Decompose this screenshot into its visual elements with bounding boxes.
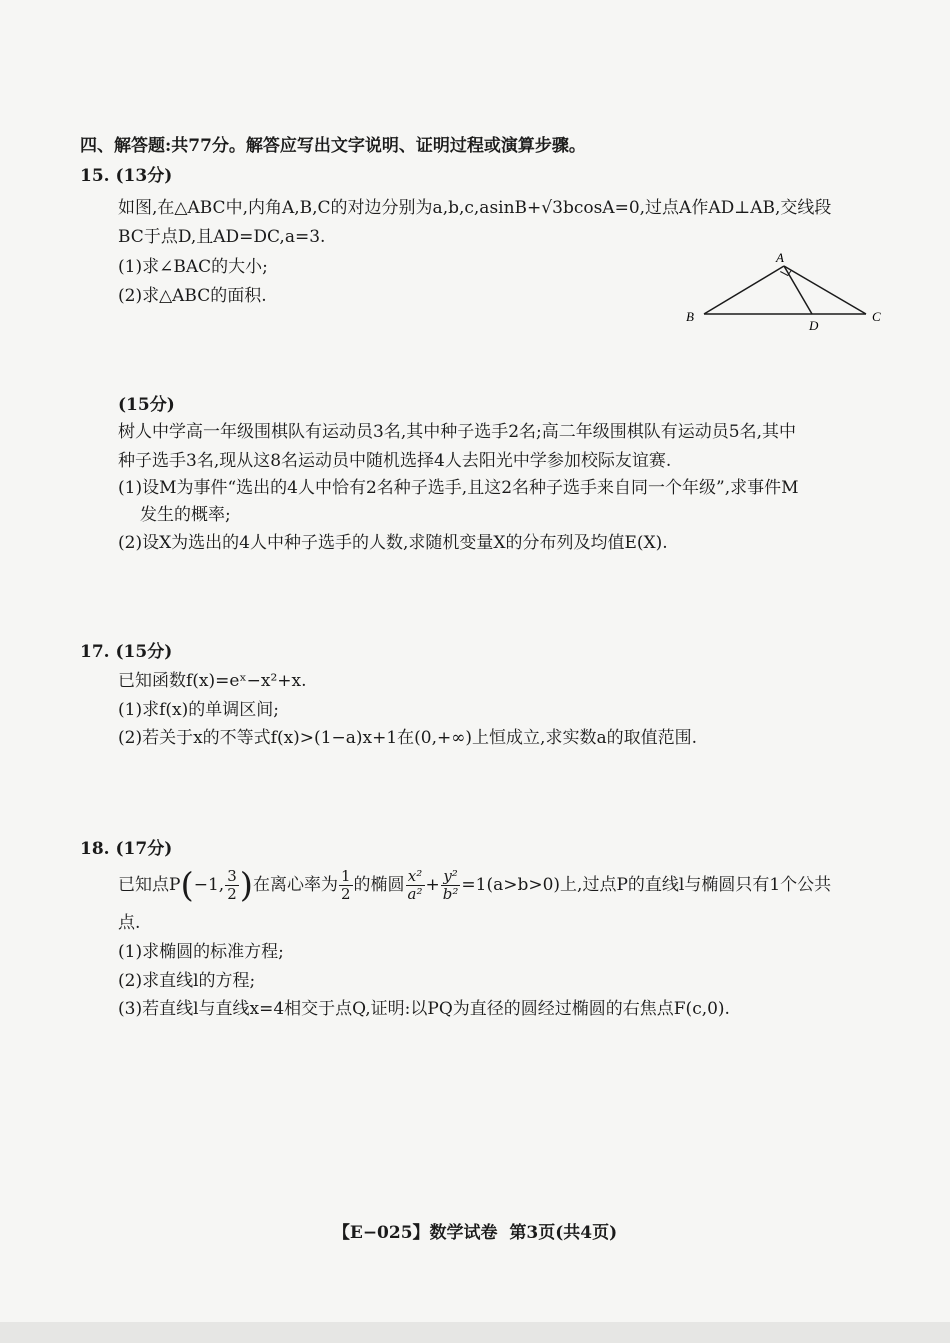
q18-coord: −1,	[193, 875, 225, 895]
segment-ad	[784, 266, 812, 314]
q15-part2: (2)求△ABC的面积.	[118, 286, 267, 306]
q18-text-a: 已知点P	[118, 875, 181, 895]
page-footer: 【E−025】数学试卷 第3页(共4页)	[332, 1223, 618, 1243]
frac-p-num: 3	[227, 867, 237, 885]
q15-part1: (1)求∠BAC的大小;	[118, 257, 268, 277]
q16-part2: (2)设X为选出的4人中种子选手的人数,求随机变量X的分布列及均值E(X).	[118, 533, 668, 553]
q16-number: (15分)	[118, 395, 175, 415]
q16-part1-line1: (1)设M为事件“选出的4人中恰有2名种子选手,且这2名种子选手来自同一个年级”,求事件M	[118, 478, 799, 498]
q18-text-c: 的椭圆	[353, 875, 405, 895]
q17-part2: (2)若关于x的不等式f(x)>(1−a)x+1在(0,+∞)上恒成立,求实数a的取值范围.	[118, 728, 697, 748]
frac-p-den: 2	[227, 885, 237, 903]
frac-x-num: x²	[406, 869, 425, 886]
bottom-edge-shadow	[0, 1322, 950, 1343]
q17-number: 17. (15分)	[80, 642, 173, 662]
frac-y	[441, 869, 461, 902]
q15-number: 15. (13分)	[80, 166, 173, 186]
side-ab	[704, 266, 784, 314]
q16-line1: 树人中学高一年级围棋队有运动员3名,其中种子选手2名;高二年级围棋队有运动员5名,其中	[118, 422, 796, 442]
paren-open: (	[180, 865, 194, 906]
frac-p	[225, 869, 239, 902]
q18-part3: (3)若直线l与直线x=4相交于点Q,证明:以PQ为直径的圆经过椭圆的右焦点F(c,0).	[118, 999, 730, 1019]
frac-x	[406, 869, 425, 902]
q18-number: 18. (17分)	[80, 839, 173, 859]
side-ac	[784, 266, 866, 314]
q18-line2: 点.	[118, 913, 141, 933]
q18-text-b: 在离心率为	[253, 875, 338, 895]
frac-y-den: b²	[442, 885, 459, 903]
frac-e	[339, 869, 353, 902]
paren-close: )	[239, 865, 253, 906]
q16-part1-line2: 发生的概率;	[140, 505, 231, 525]
label-d: D	[809, 318, 819, 333]
frac-x-den: a²	[407, 885, 423, 903]
label-b: B	[686, 309, 694, 324]
q15-line1: 如图,在△ABC中,内角A,B,C的对边分别为a,b,c,asinB+√3bcosA=0,过点A作AD⊥AB,交线段	[118, 198, 832, 218]
q18-line1	[118, 860, 831, 910]
q15-line2: BC于点D,且AD=DC,a=3.	[118, 227, 326, 247]
triangle-figure	[680, 248, 890, 338]
q18-part2: (2)求直线l的方程;	[118, 971, 256, 991]
label-c: C	[872, 309, 881, 324]
q18-plus: +	[425, 875, 440, 895]
frac-e-den: 2	[341, 885, 351, 903]
q18-part1: (1)求椭圆的标准方程;	[118, 942, 284, 962]
q17-part1: (1)求f(x)的单调区间;	[118, 700, 279, 720]
label-a: A	[776, 250, 784, 265]
q16-line2: 种子选手3名,现从这8名运动员中随机选择4人去阳光中学参加校际友谊赛.	[118, 451, 672, 471]
q17-line1: 已知函数f(x)=eˣ−x²+x.	[118, 671, 307, 691]
section-header: 四、解答题:共77分。解答应写出文字说明、证明过程或演算步骤。	[80, 136, 586, 156]
frac-e-num: 1	[341, 867, 351, 885]
q18-text-d: =1(a>b>0)上,过点P的直线l与椭圆只有1个公共	[461, 875, 832, 895]
frac-y-num: y²	[441, 869, 461, 886]
